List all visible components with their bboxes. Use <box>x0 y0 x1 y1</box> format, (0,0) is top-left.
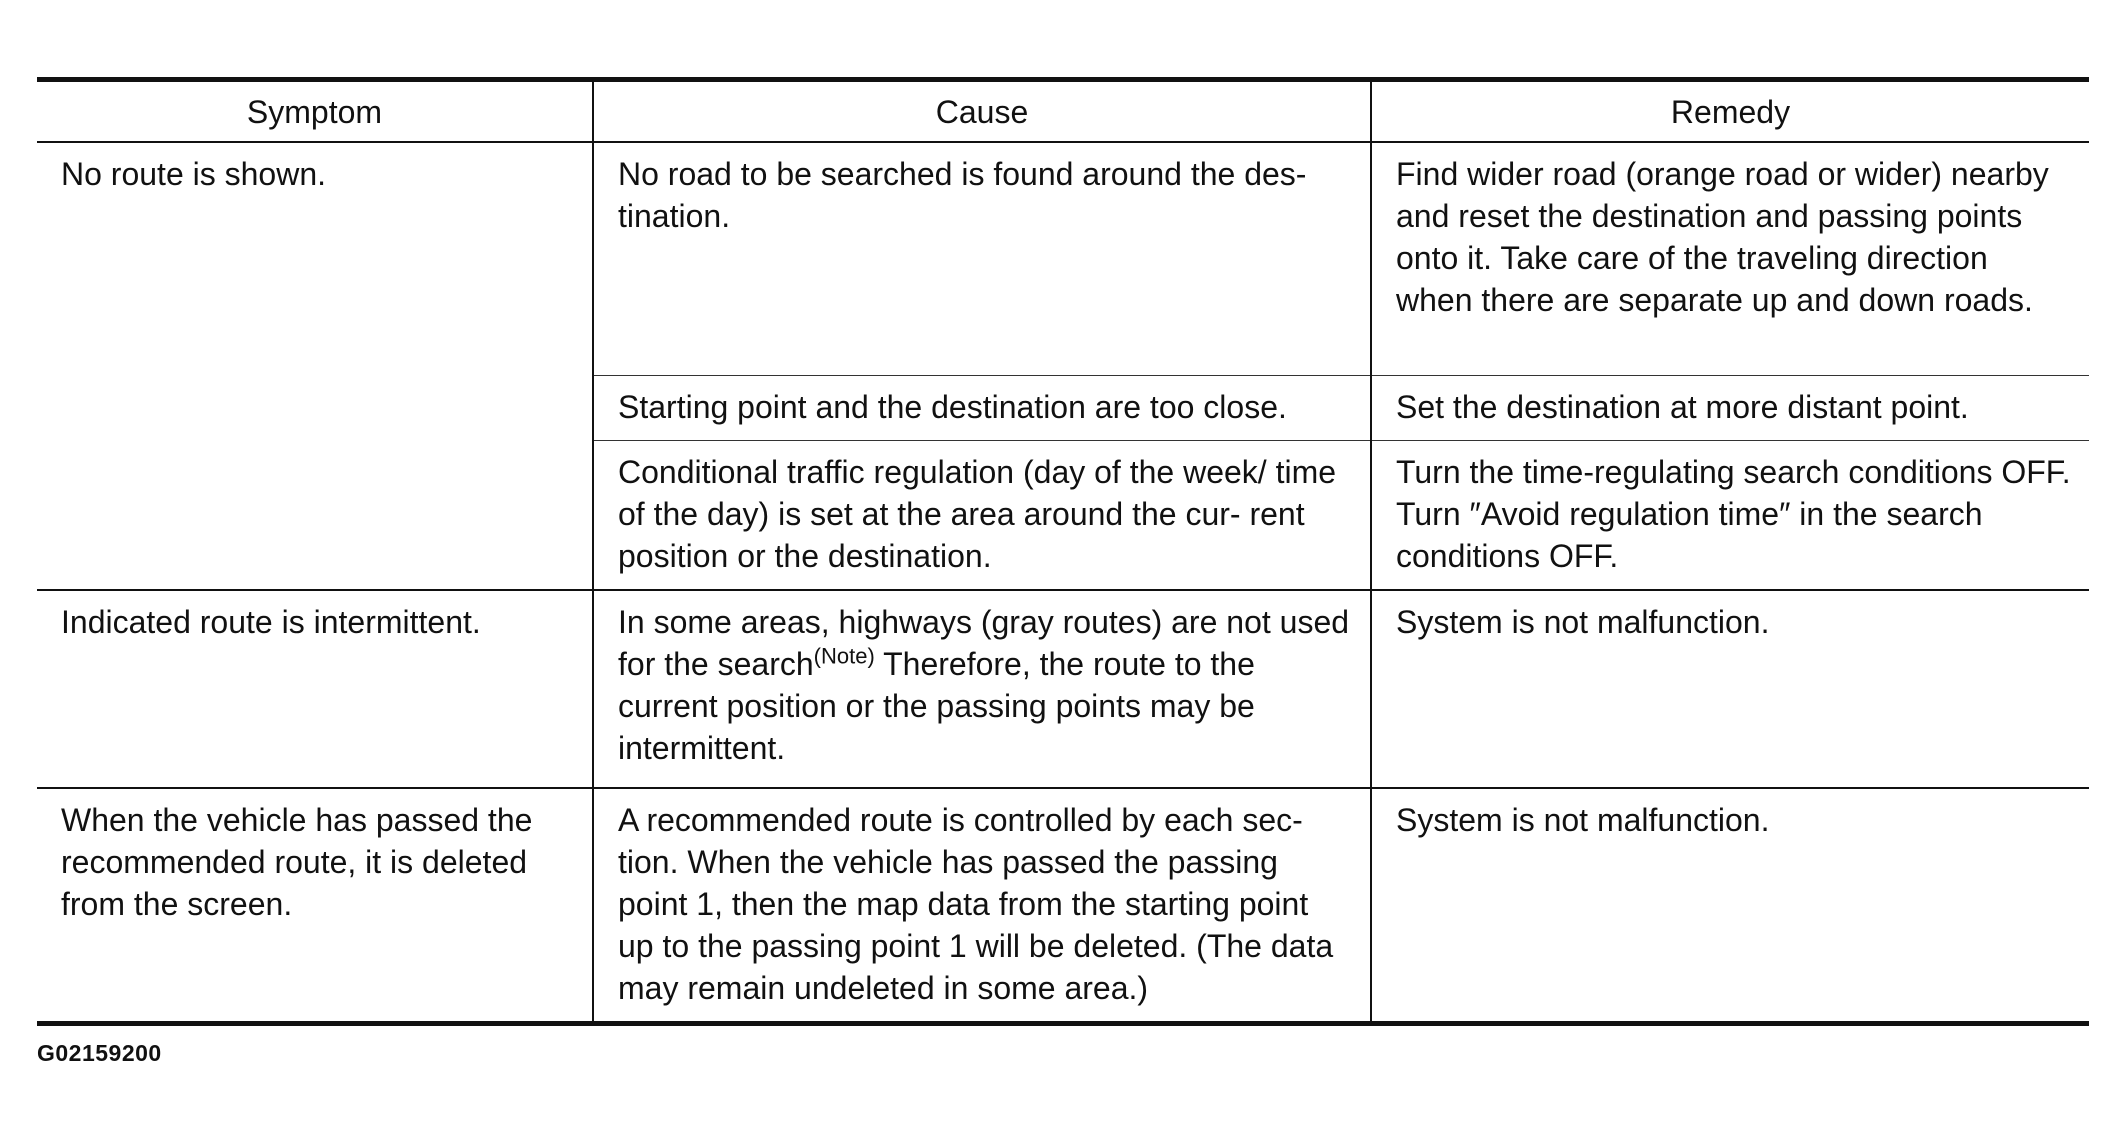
cause-text-continued: Therefore, the route to the current position or the passing points may be intermittent. <box>618 645 1255 766</box>
remedy-cell: System is not malfunction. <box>1371 590 2089 788</box>
troubleshooting-table <box>37 77 2089 1026</box>
table-row <box>37 590 2089 788</box>
troubleshooting-table-container <box>37 77 2089 1026</box>
header-remedy: Remedy <box>1371 80 2089 143</box>
note-reference: (Note) <box>813 642 875 668</box>
cause-text: In some areas, highways (gray routes) are not used for the search <box>618 603 1350 682</box>
cause-cell: A recommended route is controlled by each sec- tion. When the vehicle has passed the passing point 1, then the map data from the starting point up to the passing point 1 will be deleted. (The data may remain undeleted in some area.) <box>593 788 1371 1024</box>
remedy-cell: System is not malfunction. <box>1371 788 2089 1024</box>
cause-cell: No road to be searched is found around the des- tination. <box>593 142 1371 375</box>
symptom-cell: No route is shown. <box>37 142 593 590</box>
table-header-row <box>37 80 2089 143</box>
header-symptom: Symptom <box>37 80 593 143</box>
symptom-cell: When the vehicle has passed the recommended route, it is deleted from the screen. <box>37 788 593 1024</box>
remedy-cell: Set the destination at more distant point. <box>1371 375 2089 440</box>
cause-cell <box>593 590 1371 788</box>
header-cause: Cause <box>593 80 1371 143</box>
table-row <box>37 142 2089 375</box>
cause-cell: Conditional traffic regulation (day of the week/ time of the day) is set at the area around the cur- rent position or the destination. <box>593 440 1371 590</box>
remedy-cell: Find wider road (orange road or wider) nearby and reset the destination and passing points onto it. Take care of the traveling direction when there are separate up and down roads. <box>1371 142 2089 375</box>
table-row <box>37 788 2089 1024</box>
symptom-cell: Indicated route is intermittent. <box>37 590 593 788</box>
figure-code: G02159200 <box>37 1040 162 1066</box>
remedy-cell: Turn the time-regulating search conditions OFF. Turn ″Avoid regulation time″ in the search conditions OFF. <box>1371 440 2089 590</box>
cause-cell: Starting point and the destination are too close. <box>593 375 1371 440</box>
